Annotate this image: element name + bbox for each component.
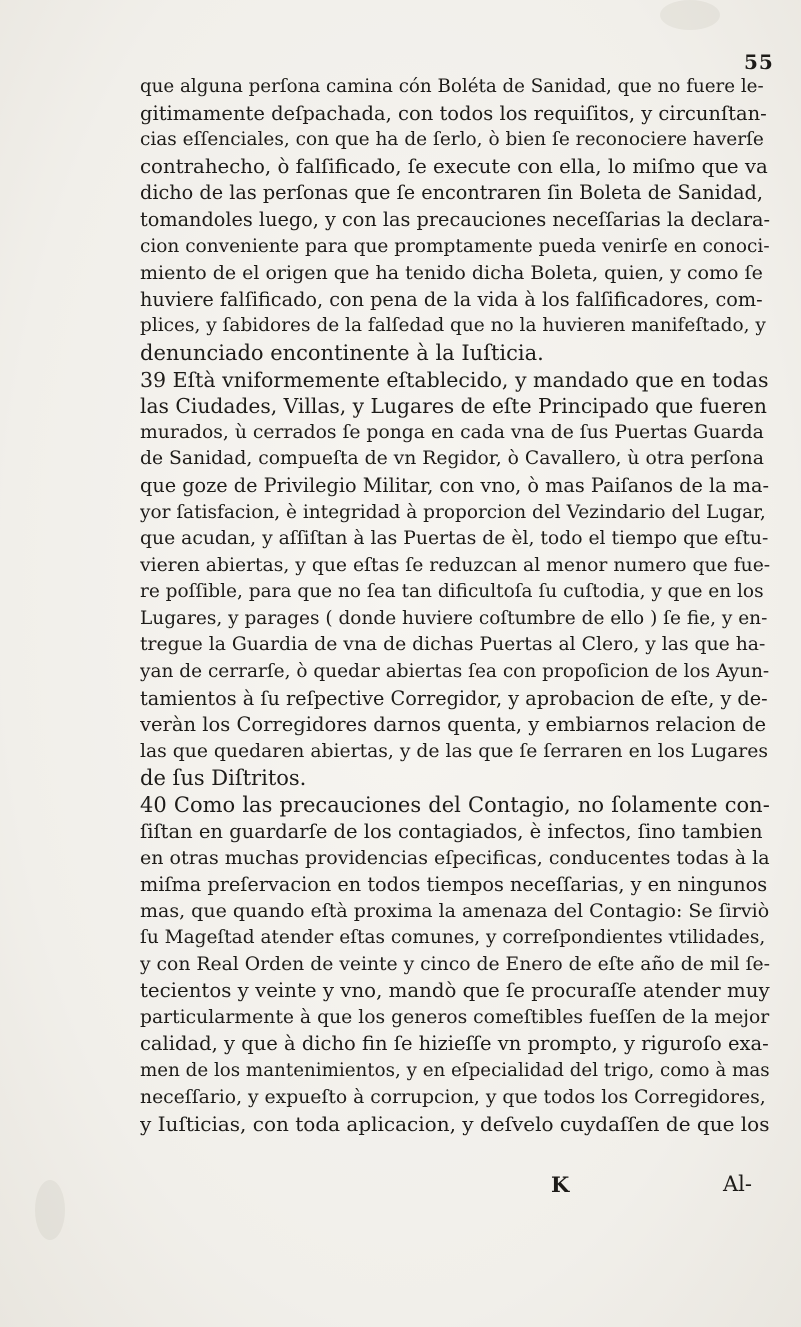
text-line: y Iuſticias, con toda aplicacion, y deſvelo cuydaſſen de que los (140, 1112, 770, 1137)
text-line: miento de el origen que ha tenido dicha Boleta, quien, y como ſe (140, 262, 763, 285)
text-line: gitimamente deſpachada, con todos los requiſitos, y circunſtan- (140, 101, 767, 125)
text-line: de ſus Diſtritos. (140, 766, 307, 791)
text-line: que alguna perſona camina cón Boléta de Sanidad, que no fuere le- (140, 76, 764, 97)
text-line: tomandoles luego, y con las precauciones neceſſarias la declara- (140, 207, 770, 231)
text-line: que acudan, y aſſiſtan à las Puertas de èl, todo el tiempo que eſtu- (140, 528, 769, 550)
text-line: mas, que quando eſtà proxima la amenaza del Contagio: Se ſirviò (140, 900, 770, 923)
paper-stain (35, 1180, 65, 1240)
text-line: veràn los Corregidores darnos quenta, y embiarnos relacion de (140, 713, 767, 737)
text-line: calidad, y que à dicho fin ſe hizieſſe vn prompto, y riguroſo exa- (140, 1032, 769, 1056)
text-line: particularmente à que los generos comeſtibles fueſſen de la mejor (140, 1006, 770, 1028)
body-text (140, 74, 770, 1138)
text-line: re poſſible, para que no ſea tan dificultoſa ſu cuſtodia, y que en los (140, 581, 764, 603)
text-line: cias eſſenciales, con que ha de ſerlo, ò bien ſe reconociere haverſe (140, 129, 764, 151)
text-line: de Sanidad, compueſta de vn Regidor, ò Cavallero, ù otra perſona (140, 448, 764, 470)
text-line: vieren abiertas, y que eſtas ſe reduzcan al menor numero que fue- (140, 554, 770, 576)
text-line: dicho de las perſonas que ſe encontraren ſin Boleta de Sanidad, (140, 181, 763, 205)
text-line: que goze de Privilegio Militar, con vno, ò mas Paiſanos de la ma- (140, 473, 769, 497)
text-line: neceſſario, y expueſto à corrupcion, y que todos los Corregidores, (140, 1086, 766, 1108)
page-number: 55 (744, 50, 774, 74)
text-line: miſma preſervacion en todos tiempos neceſſarias, y en ningunos (140, 872, 768, 896)
text-line: tamientos à ſu reſpective Corregidor, y aprobacion de eſte, y de- (140, 686, 768, 710)
paper-stain (660, 0, 720, 30)
text-line: yan de cerrarſe, ò quedar abiertas ſea con propoſicion de los Ayun- (140, 661, 770, 683)
text-line: las que quedaren abiertas, y de las que ſe ſerraren en los Lugares (140, 740, 768, 762)
text-line: las Ciudades, Villas, y Lugares de eſte Principado que fueren (140, 394, 767, 419)
text-line: tecientos y veinte y vno, mandò que ſe procuraſſe atender muy (140, 979, 770, 1003)
text-line: contrahecho, ò falſificado, ſe execute con ella, lo miſmo que va (140, 154, 768, 178)
text-line: murados, ù cerrados ſe ponga en cada vna de ſus Puertas Guarda (140, 421, 764, 443)
text-line: yor ſatisfacion, è integridad à proporcion del Vezindario del Lugar, (140, 501, 766, 523)
text-line: ſu Mageſtad atender eſtas comunes, y correſpondientes vtilidades, (140, 927, 766, 948)
text-line: en otras muchas providencias eſpecificas, conducentes todas à la (140, 847, 770, 870)
paragraph-40-start: 40 Como las precauciones del Contagio, no ſolamente con- (140, 793, 770, 818)
text-line: Lugares, y parages ( donde huviere coſtumbre de ello ) ſe fie, y en- (140, 607, 768, 629)
catchword: Al- (723, 1172, 752, 1196)
paragraph-39-start: 39 Eſtà vniformemente eſtablecido, y mandado que en todas (140, 367, 769, 392)
text-line: cion conveniente para que promptamente pueda venirſe en conoci- (140, 235, 770, 257)
text-line: tregue la Guardia de vna de dichas Puertas al Clero, y las que ha- (140, 634, 766, 656)
text-line: plices, y ſabidores de la falſedad que no la huvieren manifeſtado, y (140, 315, 766, 337)
text-line: denunciado encontinente à la Iuſticia. (140, 340, 544, 365)
signature-mark: K (551, 1172, 571, 1197)
text-line: huviere falſificado, con pena de la vida à los falſificadores, com- (140, 287, 763, 311)
text-line: ſiſtan en guardarſe de los contagiados, è infectos, ſino tambien (140, 819, 763, 843)
text-line: y con Real Orden de veinte y cinco de Enero de eſte año de mil ſe- (140, 953, 770, 975)
text-line: men de los mantenimientos, y en eſpecialidad del trigo, como à mas (140, 1059, 770, 1081)
